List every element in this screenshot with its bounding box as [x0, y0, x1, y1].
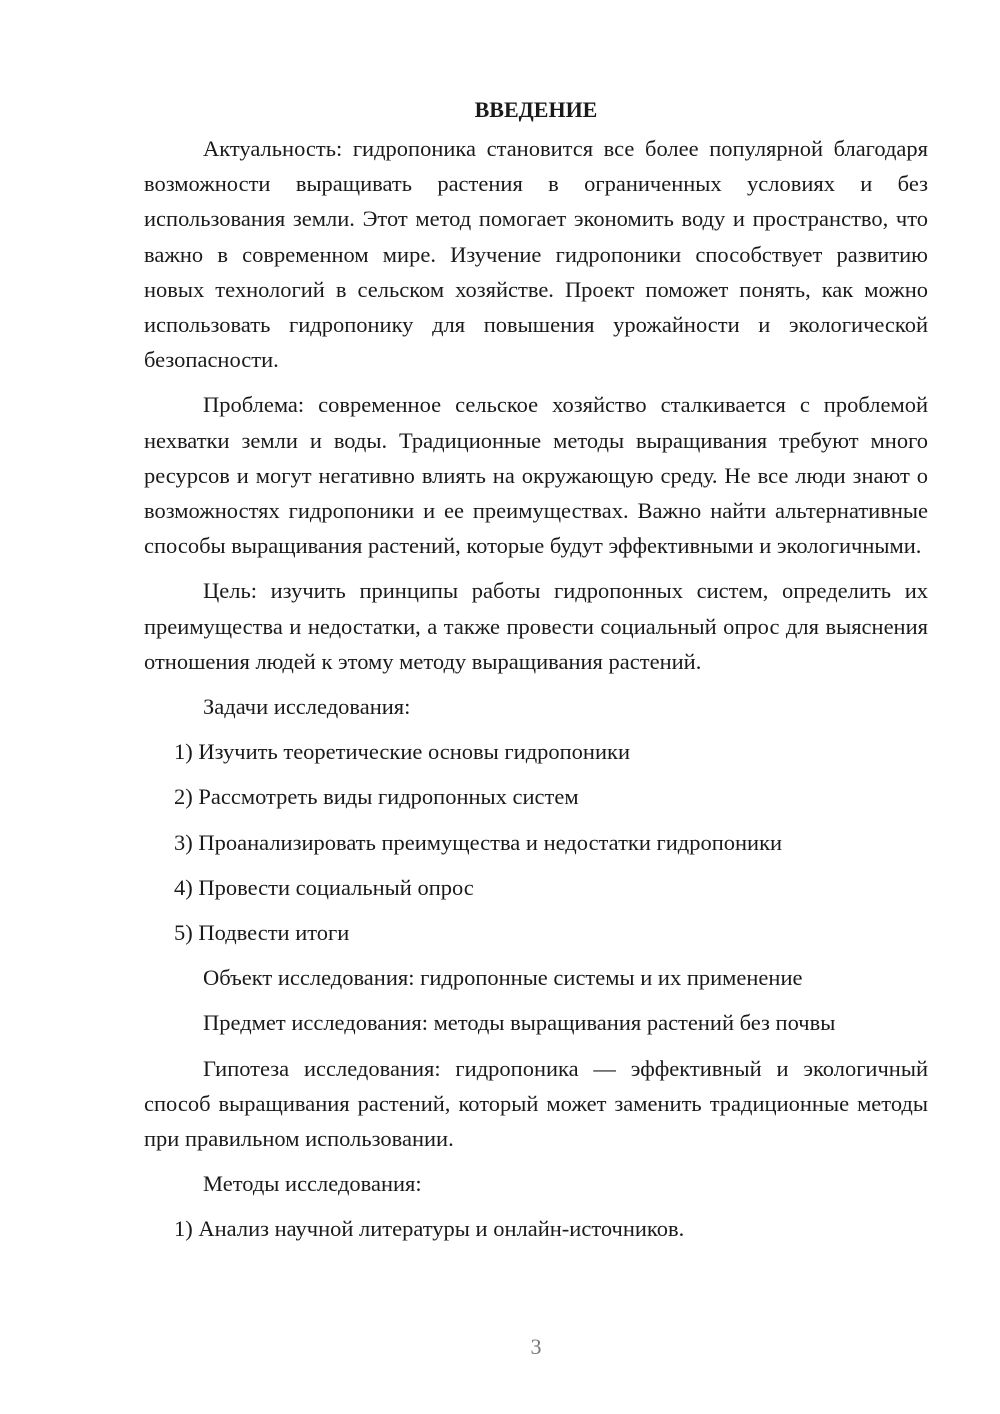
research-subject: Предмет исследования: методы выращивания растений без почвы	[203, 1010, 836, 1036]
research-object: Объект исследования: гидропонные системы и их применение	[203, 965, 803, 991]
task-item: 5) Подвести итоги	[174, 920, 350, 946]
problem-paragraph: Проблема: современное сельское хозяйство сталкивается с проблемой нехватки земли и воды. Традиционные методы выращивания требуют много ресурсов и могут негативно влиять на окружающую среду. Не все люди знают о возможностях гидропоники и ее преимуществах. Важно найти альтернативные способы выращивания растений, которые будут эффективными и экологичными.	[144, 392, 928, 559]
methods-heading: Методы исследования:	[203, 1171, 422, 1197]
goal-paragraph: Цель: изучить принципы работы гидропонных систем, определить их преимущества и недостатки, а также провести социальный опрос для выяснения отношения людей к этому методу выращивания растений.	[144, 578, 928, 674]
document-page	[144, 92, 928, 1257]
task-item: 2) Рассмотреть виды гидропонных систем	[174, 784, 579, 810]
task-item: 3) Проанализировать преимущества и недостатки гидропоники	[174, 829, 783, 855]
relevance-paragraph: Актуальность: гидропоника становится все более популярной благодаря возможности выращивать растения в ограниченных условиях и без использования земли. Этот метод помогает экономить воду и пространство, что важно в современном мире. Изучение гидропоники способствует развитию новых технологий в сельском хозяйстве. Проект поможет понять, как можно использовать гидропонику для повышения урожайности и экологической безопасности.	[144, 136, 928, 373]
page-number: 3	[530, 1334, 542, 1359]
task-item: 1) Изучить теоретические основы гидропоники	[174, 739, 630, 765]
tasks-heading: Задачи исследования:	[203, 694, 411, 720]
hypothesis-paragraph: Гипотеза исследования: гидропоника — эффективный и экологичный способ выращивания растений, который может заменить традиционные методы при правильном использовании.	[144, 1055, 928, 1152]
page-title: ВВЕДЕНИЕ	[474, 97, 598, 122]
task-item: 4) Провести социальный опрос	[174, 874, 474, 900]
method-item: 1) Анализ научной литературы и онлайн-источников.	[174, 1216, 685, 1242]
